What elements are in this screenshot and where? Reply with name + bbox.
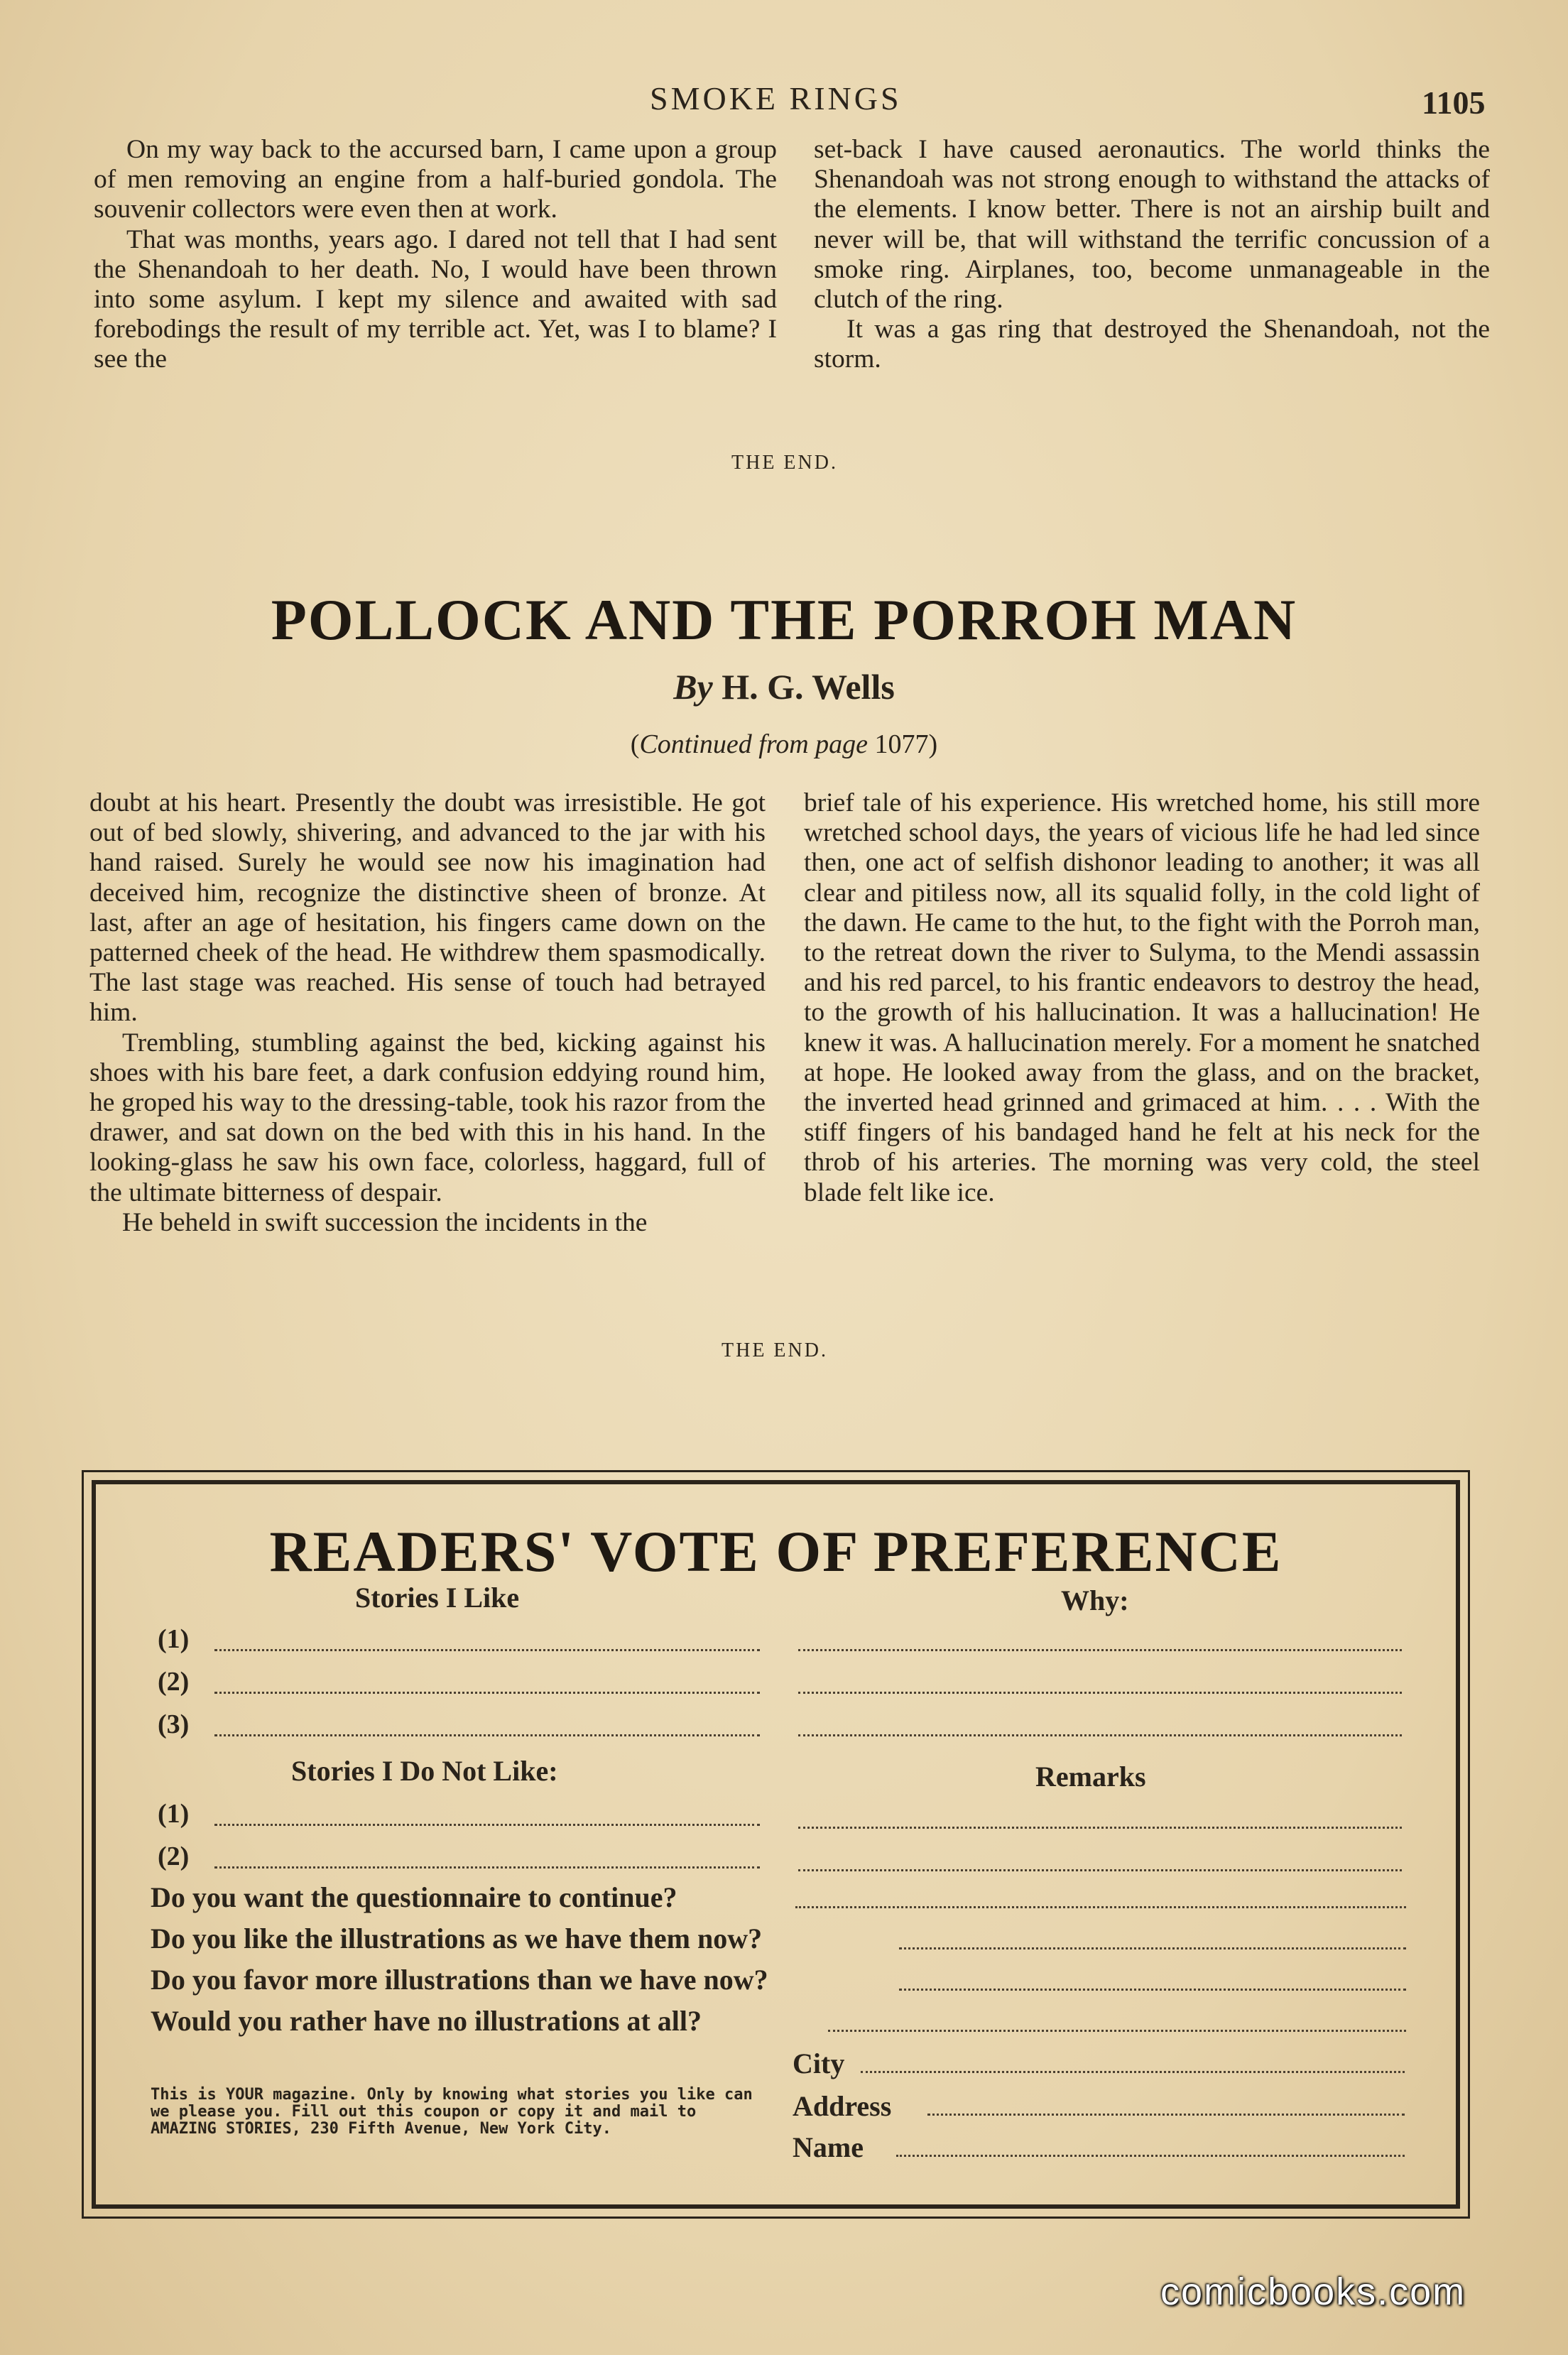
like-story-line[interactable] bbox=[214, 1692, 760, 1694]
paragraph: doubt at his heart. Presently the doubt was irresistible. He got out of bed slowly, shivering, and advanced to the jar with his hand raised. Surely he would see now his imagination had deceived him, recognize the distinctive sheen of bronze. At last, after an age of hesitation, his fingers came down on the patterned cheek of the head. He withdrew them spasmodically. The last stage was reached. His sense of touch had betrayed him. bbox=[89, 788, 766, 1028]
continued-note: (Continued from page 1077) bbox=[630, 729, 938, 759]
like-why-line[interactable] bbox=[798, 1692, 1402, 1694]
question-no-illustrations: Would you rather have no illustrations at all? bbox=[151, 2005, 702, 2037]
answer-line[interactable] bbox=[828, 2030, 1406, 2032]
answer-line[interactable] bbox=[795, 1906, 1406, 1908]
continued-text: Continued from page bbox=[639, 729, 869, 759]
paragraph: It was a gas ring that destroyed the Shenandoah, not the storm. bbox=[814, 315, 1490, 374]
address-label: Address bbox=[793, 2090, 892, 2122]
coupon-title: READERS' VOTE OF PREFERENCE bbox=[269, 1519, 1283, 1584]
question-like-illustrations: Do you like the illustrations as we have them now? bbox=[151, 1922, 763, 1954]
byline bbox=[0, 666, 1568, 707]
dislike-number: (2) bbox=[158, 1842, 190, 1871]
running-header: SMOKE RINGS bbox=[650, 80, 902, 116]
why-heading: Why: bbox=[1061, 1584, 1129, 1616]
like-why-line[interactable] bbox=[798, 1734, 1402, 1736]
question-continue: Do you want the questionnaire to continue? bbox=[151, 1881, 677, 1913]
paragraph: That was months, years ago. I dared not tell that I had sent the Shenandoah to her death. No, I would have been thrown into some asylum. I kept my silence and awaited with sad forebodings the result of my terrible act. Yet, was I to blame? I see the bbox=[94, 224, 777, 374]
paragraph: On my way back to the accursed barn, I came upon a group of men removing an engine from a half-buried gondola. The souvenir collectors were even then at work. bbox=[94, 135, 777, 224]
name-label: Name bbox=[793, 2131, 864, 2163]
like-number: (2) bbox=[158, 1667, 190, 1697]
name-line[interactable] bbox=[896, 2155, 1405, 2157]
stories-dislike-heading: Stories I Do Not Like: bbox=[291, 1755, 558, 1787]
dislike-story-line[interactable] bbox=[214, 1824, 760, 1826]
city-line[interactable] bbox=[861, 2071, 1405, 2073]
remarks-heading: Remarks bbox=[1035, 1761, 1146, 1793]
question-more-illustrations: Do you favor more illustrations than we have now? bbox=[151, 1964, 768, 1996]
like-number: (3) bbox=[158, 1709, 190, 1739]
coupon-fine-print: This is YOUR magazine. Only by knowing what stories you like can we please you. Fill out this coupon or copy it and mail to AMAZING STORIES, 230 Fifth Avenue, New York City. bbox=[151, 2086, 753, 2138]
paragraph: brief tale of his experience. His wretched home, his still more wretched school days, the years of vicious life he had led since then, one act of selfish dishonor leading to another; it was all clear and pitiless now, all its squalid folly, in the cold light of the dawn. He came to the hut, to the fight with the Porroh man, to the retreat down the river to Sulyma, to the Mendi assassin and his red parcel, to his frantic endeavors to destroy the head, to the growth of his hallucination. It was a hallucination! He knew it was. A hallucination merely. For a moment he snatched at hope. He looked away from the glass, and on the bracket, the inverted head grinned and grimaced at him. . . . With the stiff fingers of his bandaged hand he felt at his neck for the throb of his arteries. The morning was very cold, the steel blade felt like ice. bbox=[804, 788, 1480, 1207]
pollock-right-column bbox=[804, 788, 1480, 1208]
remarks-line[interactable] bbox=[798, 1869, 1402, 1871]
address-line[interactable] bbox=[927, 2114, 1405, 2116]
the-end-label: THE END. bbox=[722, 1339, 828, 1361]
answer-line[interactable] bbox=[899, 1947, 1406, 1949]
paragraph: Trembling, stumbling against the bed, kicking against his shoes with his bare feet, a dark confusion eddying round him, he groped his way to the dressing-table, took his razor from the drawer, and sat down on the bed with this in his hand. In the looking-glass he saw his own face, colorless, haggard, full of the ultimate bitterness of despair. bbox=[89, 1028, 766, 1207]
page-number: 1105 bbox=[1422, 85, 1486, 121]
smoke-rings-right-column bbox=[814, 135, 1490, 375]
continued-page: 1077 bbox=[874, 729, 929, 759]
city-label: City bbox=[793, 2047, 845, 2079]
smoke-rings-left-column bbox=[94, 135, 777, 375]
byline-by: By bbox=[673, 667, 713, 707]
author-name: H. G. Wells bbox=[722, 667, 895, 707]
dislike-number: (1) bbox=[158, 1799, 190, 1829]
like-number: (1) bbox=[158, 1624, 190, 1654]
the-end-label: THE END. bbox=[731, 452, 838, 474]
remarks-line[interactable] bbox=[798, 1827, 1402, 1829]
paragraph: set-back I have caused aeronautics. The world thinks the Shenandoah was not strong enough to withstand the attacks of the elements. I know better. There is not an airship built and never will be, that will withstand the terrific concussion of a smoke ring. Airplanes, too, become unmanageable in the clutch of the ring. bbox=[814, 135, 1490, 315]
like-story-line[interactable] bbox=[214, 1734, 760, 1736]
dislike-story-line[interactable] bbox=[214, 1866, 760, 1869]
like-story-line[interactable] bbox=[214, 1649, 760, 1651]
paragraph: He beheld in swift succession the incidents in the bbox=[122, 1207, 648, 1237]
watermark: comicbooks.com bbox=[1160, 2270, 1466, 2313]
pollock-left-column bbox=[89, 788, 766, 1238]
like-why-line[interactable] bbox=[798, 1649, 1402, 1651]
story-title: POLLOCK AND THE PORROH MAN bbox=[271, 587, 1297, 652]
stories-like-heading: Stories I Like bbox=[355, 1582, 520, 1614]
answer-line[interactable] bbox=[899, 1989, 1406, 1991]
